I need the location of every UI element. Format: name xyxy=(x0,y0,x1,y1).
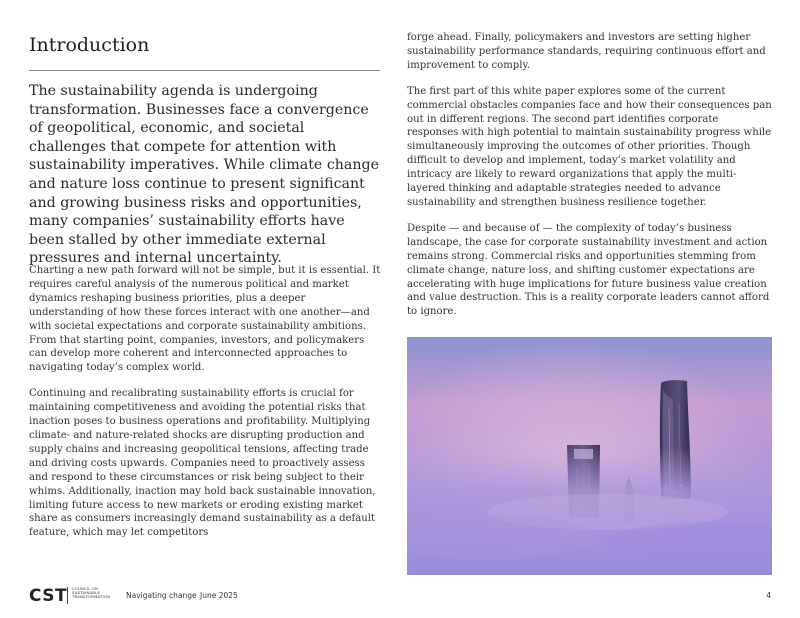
right-body-column xyxy=(407,31,772,331)
left-body-column xyxy=(29,264,381,552)
footer-document-title: Navigating change xyxy=(126,591,197,600)
logo-line: COUNCIL ON xyxy=(72,586,99,591)
body-paragraph: forge ahead. Finally, policymakers and investors are setting higher sustainability performance standards, requiring continuous effort and improvement to comply. xyxy=(407,32,766,71)
page-number: 4 xyxy=(766,591,771,600)
page-heading: Introduction xyxy=(29,34,150,56)
logo-line: TRANSFORMATION xyxy=(72,594,111,600)
logo-divider xyxy=(67,587,68,604)
cst-logo: CST xyxy=(29,586,68,606)
body-paragraph: Despite — and because of — the complexity of today’s business landscape, the case for corporate sustainability investment and action remains strong. Commercial risks and opportunities stemming from climate change, nature loss, and shifting customer expectations are accelerating with huge implications for future business value creation and value destruction. This is a reality corporate leaders cannot afford to ignore. xyxy=(407,222,770,318)
body-paragraph: The first part of this white paper explores some of the current commercial obstacles companies face and how their consequences pan out in different regions. The second part identifies corporate responses with high potential to maintain sustainability progress while simultaneously improving the outcomes of other priorities. Though difficult to develop and implement, today’s market volatility and intricacy are likely to reward organizations that apply the multi-layered thinking and adaptable strategies needed to advance sustainability and strengthen business resilience together. xyxy=(407,85,772,208)
page-footer xyxy=(29,585,771,607)
body-paragraph: Continuing and recalibrating sustainability efforts is crucial for maintaining competitiveness and avoiding the potential risks that inaction poses to business operations and profitability. Multiplying climate- and nature-related shocks are disrupting production and supply chains and increasing geopolitical tensions, affecting trade and driving costs upwards. Companies need to proactively assess and respond to these circumstances or risk being subject to their whims. Additionally, inaction may hold back sustainable innovation, limiting future access to new markets or eroding existing market share as consumers increasingly demand sustainability as a default feature, which may let competitors xyxy=(29,388,376,539)
city-skyline-in-fog-image xyxy=(407,337,772,575)
footer-date: June 2025 xyxy=(200,591,238,600)
logo-wordmark xyxy=(72,587,110,600)
lead-paragraph: The sustainability agenda is undergoing transformation. Businesses face a convergence of geopolitical, economic, and societal challenges that compete for attention with sustainability imperatives. While climate change and nature loss continue to present significant and growing business risks and opportunities, many companies’ sustainability efforts have been stalled by other immediate external pressures and internal uncertainty. xyxy=(29,83,379,267)
body-paragraph: Charting a new path forward will not be simple, but it is essential. It requires careful analysis of the numerous political and market dynamics reshaping business priorities, plus a deeper understanding of how these forces interact with one another—and with societal expectations and corporate sustainability ambitions. From that starting point, companies, investors, and policymakers can develop more coherent and interconnected approaches to navigating today’s complex world. xyxy=(29,265,381,374)
heading-rule xyxy=(29,70,380,71)
logo-line: SUSTAINABLE xyxy=(72,590,101,596)
